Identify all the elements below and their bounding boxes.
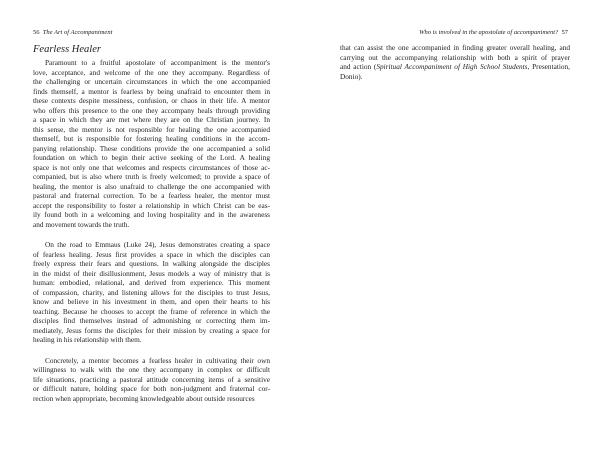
text-line: these contexts despite messiness, confusion, or chaos in their life. A mentor [33, 96, 270, 105]
text-line: companied, but is also where truth is freely welcomed; to provide a space of [33, 172, 270, 181]
text-line: human: embodied, relational, and derived from experience. This moment [33, 278, 270, 287]
text-line: accept the responsibility to foster a relationship in which Christ can be eas- [33, 200, 270, 210]
text-line: the challenging or uncertain circumstances in which the one accompanied [33, 77, 270, 86]
text-line: carrying out the accompanying relationship with both a spirit of prayer [340, 52, 570, 62]
page-number-right: 57 [561, 29, 568, 36]
text-line: rection when appropriate, becoming knowledgeable about outside resources [33, 393, 255, 403]
text-line [340, 62, 570, 72]
chapter-title-running-head: Who is involved in the apostolate of accompaniment? [419, 29, 559, 36]
text-line: in the midst of their disillusionment, Jesus models a way of ministry that is [33, 268, 270, 278]
text-line: foundation on which to begin their active seeking of the Lord. A healing [33, 153, 270, 162]
right-page [300, 0, 600, 450]
text-line: disciples find themselves instead of admonishing or correcting them im- [33, 316, 270, 325]
text-line: know and believe in his investment in them, and open their hearts to his [33, 297, 270, 306]
text-line: and movement towards the truth. [33, 219, 130, 229]
text-line: healing, the mentor is also unafraid to challenge the one accompanied with [33, 181, 270, 191]
text-run: , Presentation, [527, 62, 570, 71]
text-line: of compassion, charity, and listening allows for the disciples to trust Jesus, [33, 287, 270, 297]
running-head-right [419, 29, 568, 36]
text-line: ily found both in a welcoming and loving hospitality and in the awareness [33, 210, 270, 219]
text-line: love, acceptance, and welcome of the one they accompany. Regardless of [33, 67, 270, 77]
text-line: life situations, practicing a pastoral attitude concerning items of a sensitive [33, 374, 270, 384]
book-title-running-head: The Art of Accompaniment [42, 29, 113, 36]
body-paragraph [33, 58, 270, 229]
text-line: teaching. Because he chooses to accept the frame of reference in which the [33, 306, 270, 316]
body-paragraph [33, 356, 270, 404]
cited-work-title: Spiritual Accompaniment of High School Students [376, 62, 528, 71]
text-line: of fearless healing. Jesus first provides a space in which the disciples can [33, 249, 270, 259]
text-line: freely express their fears and questions. In walking alongside the disciples [33, 259, 270, 268]
page-number-left: 56 [33, 29, 40, 36]
text-run: and action ( [340, 62, 377, 71]
text-line: willingness to walk with the one they accompany in complex or difficult [33, 365, 270, 374]
text-line: this sense, the mentor is not responsible for healing the one accompanied [33, 124, 270, 134]
text-line: healing in his relationship with them. [33, 335, 142, 344]
right-body-text [340, 43, 570, 92]
running-head-left [33, 29, 112, 36]
text-line: who offers this presence to the one they accompany heals through providing [33, 105, 270, 115]
section-title: Fearless Healer [33, 44, 101, 55]
left-body-text [33, 58, 270, 414]
text-line: Donio). [340, 71, 363, 81]
text-line: themself, but is responsible for fostering healing conditions in the accom- [33, 134, 270, 143]
text-line: Concretely, a mentor becomes a fearless healer in cultivating their own [45, 355, 270, 365]
text-line: or difficult nature, holding space for both non-judgment and fraternal cor- [33, 384, 270, 393]
text-line: a space in which they are met where they are on the Christian journey. In [33, 115, 270, 124]
text-line: mediately, Jesus forms the disciples for their mission by creating a space for [33, 325, 270, 335]
text-line: panying relationship. These conditions provide the one accompanied a solid [33, 143, 270, 153]
text-line: On the road to Emmaus (Luke 24), Jesus demonstrates creating a space [45, 240, 270, 249]
body-paragraph [340, 43, 570, 81]
text-line: space is not only one that welcomes and respects circumstances of those ac- [33, 162, 270, 172]
text-line: pastoral and fraternal correction. To be a fearless healer, the mentor must [33, 191, 270, 200]
text-line: Paramount to a fruitful apostolate of accompaniment is the mentor's [45, 58, 270, 67]
text-line: finds themself, a mentor is fearless by being unafraid to encounter them in [33, 86, 270, 96]
body-paragraph [33, 240, 270, 345]
text-line: that can assist the one accompanied in finding greater overall healing, and [340, 43, 570, 52]
